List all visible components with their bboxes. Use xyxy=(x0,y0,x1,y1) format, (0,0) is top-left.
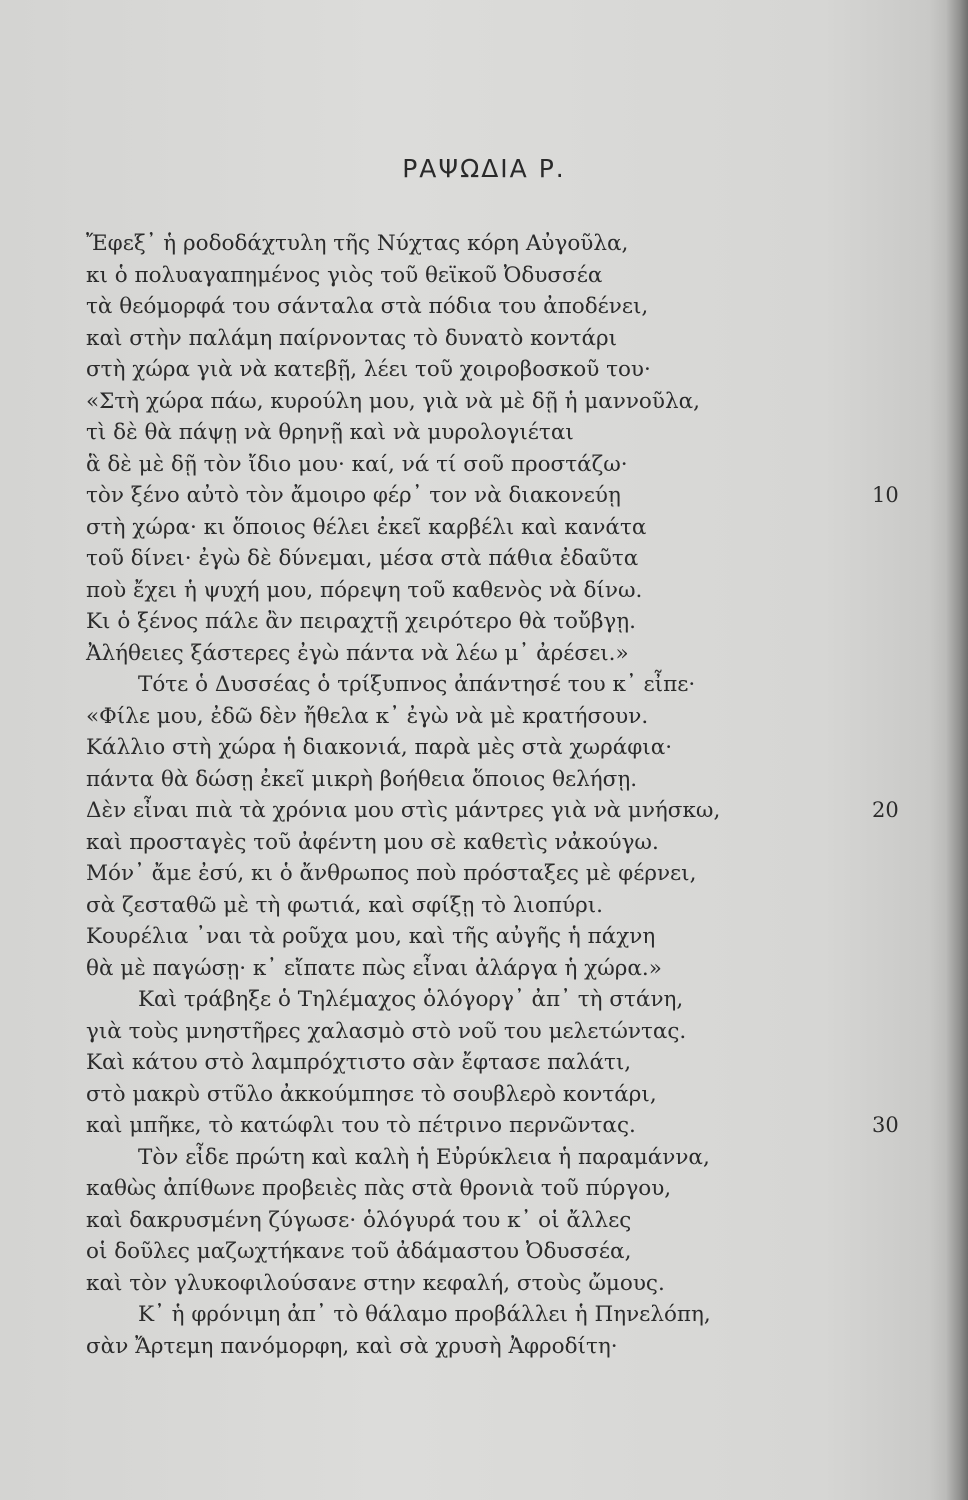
verse-line xyxy=(86,984,846,1016)
verse-line xyxy=(86,1110,899,1142)
verse-text: Κ᾽ ἡ φρόνιμη ἀπ᾽ τὸ θάλαμο προβάλλει ἡ Πηνελόπη, xyxy=(138,1302,711,1327)
line-number: 30 xyxy=(872,1113,899,1137)
verse-text: καὶ δακρυσμένη ζύγωσε· ὁλόγυρά του κ᾽ οἱ ἄλλες xyxy=(86,1207,632,1233)
verse-text: Δὲν εἶναι πιὰ τὰ χρόνια μου στὶς μάντρες γιὰ νὰ μνήσκω, xyxy=(86,798,721,823)
page-edge-shadow xyxy=(946,0,968,1500)
verse-text: «Στὴ χώρα πάω, κυρούλη μου, γιὰ νὰ μὲ δῇ ἡ μαννοῦλα, xyxy=(86,388,700,414)
verse-line xyxy=(86,354,846,386)
verse-line xyxy=(86,921,846,953)
verse-text: τοῦ δίνει· ἐγὼ δὲ δύνεμαι, μέσα στὰ πάθια ἐδαῦτα xyxy=(86,546,639,571)
verse-text: τὸν ξένο αὐτὸ τὸν ἄμοιρο φέρ᾽ τον νὰ διακονεύῃ xyxy=(86,483,621,508)
verse-text: σὰ ζεσταθῶ μὲ τὴ φωτιά, καὶ σφίξῃ τὸ λιοπύρι. xyxy=(86,892,603,918)
verse-line xyxy=(86,1236,846,1268)
verse-line xyxy=(86,764,846,796)
verse-text: καὶ προσταγὲς τοῦ ἀφέντη μου σὲ καθετὶς νἀκούγω. xyxy=(86,829,659,855)
verse-line xyxy=(86,260,846,292)
verse-text: τὰ θεόμορφά του σάνταλα στὰ πόδια του ἀποδένει, xyxy=(86,294,649,319)
poem-text xyxy=(86,228,899,1362)
verse-line xyxy=(86,890,846,922)
verse-line xyxy=(86,1079,846,1111)
verse-text: στὴ χώρα γιὰ νὰ κατεβῇ, λέει τοῦ χοιροβοσκοῦ του· xyxy=(86,357,651,382)
verse-line xyxy=(86,1331,846,1363)
verse-text: θὰ μὲ παγώσῃ· κ᾽ εἴπατε πὼς εἶναι ἀλάργα ἡ χώρα.» xyxy=(86,955,662,981)
verse-line xyxy=(86,827,846,859)
verse-line xyxy=(86,1142,846,1174)
verse-line xyxy=(86,858,846,890)
verse-line xyxy=(86,323,846,355)
verse-text: στὴ χώρα· κι ὅποιος θέλει ἐκεῖ καρβέλι καὶ κανάτα xyxy=(86,514,647,540)
verse-line xyxy=(86,291,846,323)
verse-line xyxy=(86,1268,846,1300)
verse-line xyxy=(86,417,846,449)
verse-line xyxy=(86,449,846,481)
verse-text: πάντα θὰ δώσῃ ἐκεῖ μικρὴ βοήθεια ὅποιος θελήσῃ. xyxy=(86,766,638,792)
verse-line xyxy=(86,669,846,701)
verse-line xyxy=(86,543,846,575)
verse-text: καὶ τὸν γλυκοφιλούσανε στην κεφαλή, στοὺς ὤμους. xyxy=(86,1270,665,1296)
line-number: 10 xyxy=(872,483,899,507)
verse-text: Κάλλιο στὴ χώρα ἡ διακονιά, παρὰ μὲς στὰ χωράφια· xyxy=(86,735,673,760)
verse-text: Τὸν εἶδε πρώτη καὶ καλὴ ἡ Εὐρύκλεια ἡ παραμάννα, xyxy=(138,1144,710,1170)
verse-line xyxy=(86,1299,846,1331)
verse-line xyxy=(86,1205,846,1237)
verse-text: ποὺ ἔχει ἡ ψυχή μου, πόρεψη τοῦ καθενὸς νὰ δίνω. xyxy=(86,577,643,603)
verse-text: Καὶ κάτου στὸ λαμπρόχτιστο σὰν ἔφτασε παλάτι, xyxy=(86,1050,632,1075)
verse-text: «Φίλε μου, ἐδῶ δὲν ἤθελα κ᾽ ἐγὼ νὰ μὲ κρατήσουν. xyxy=(86,703,649,729)
verse-text: κι ὁ πολυαγαπημένος γιὸς τοῦ θεϊκοῦ Ὀδυσσέα xyxy=(86,262,603,288)
verse-line xyxy=(86,638,846,670)
verse-text: Κουρέλια ᾽ναι τὰ ροῦχα μου, καὶ τῆς αὐγῆς ἡ πάχνη xyxy=(86,924,656,949)
verse-text: Κι ὁ ξένος πάλε ἂν πειραχτῇ χειρότερο θὰ τοὔβγῃ. xyxy=(86,609,636,634)
verse-text: τὶ δὲ θὰ πάψῃ νὰ θρηνῇ καὶ νὰ μυρολογιέται xyxy=(86,420,574,445)
verse-line xyxy=(86,386,846,418)
verse-text: οἱ δοῦλες μαζωχτήκανε τοῦ ἀδάμαστου Ὀδυσσέα, xyxy=(86,1239,632,1264)
verse-line xyxy=(86,480,899,512)
verse-line xyxy=(86,1173,846,1205)
verse-text: γιὰ τοὺς μνηστῆρες χαλασμὸ στὸ νοῦ του μελετώντας. xyxy=(86,1018,687,1044)
verse-line xyxy=(86,606,846,638)
verse-line xyxy=(86,575,846,607)
verse-line xyxy=(86,732,846,764)
verse-line xyxy=(86,953,846,985)
verse-text: Ἔφεξ᾽ ἡ ροδοδάχτυλη τῆς Νύχτας κόρη Αὐγοῦλα, xyxy=(86,231,629,256)
verse-text: Ἀλήθειες ξάστερες ἐγὼ πάντα νὰ λέω μ᾽ ἀρέσει.» xyxy=(86,640,629,666)
verse-text: καὶ στὴν παλάμη παίρνοντας τὸ δυνατὸ κοντάρι xyxy=(86,325,618,351)
verse-line xyxy=(86,795,899,827)
verse-text: Τότε ὁ Δυσσέας ὁ τρίξυπνος ἀπάντησέ του κ᾽ εἶπε· xyxy=(138,672,696,697)
verse-line xyxy=(86,1047,846,1079)
verse-text: στὸ μακρὺ στῦλο ἀκκούμπησε τὸ σουβλερὸ κοντάρι, xyxy=(86,1081,657,1107)
verse-text: καὶ μπῆκε, τὸ κατώφλι του τὸ πέτρινο περνῶντας. xyxy=(86,1113,636,1138)
verse-line xyxy=(86,512,846,544)
verse-text: ἃ δὲ μὲ δῇ τὸν ἴδιο μου· καί, νά τί σοῦ προστάζω· xyxy=(86,451,628,477)
verse-line xyxy=(86,701,846,733)
verse-line xyxy=(86,1016,846,1048)
verse-text: καθὼς ἀπίθωνε προβειὲς πὰς στὰ θρονιὰ τοῦ πύργου, xyxy=(86,1176,672,1201)
verse-text: Μόν᾽ ἄμε ἐσύ, κι ὁ ἄνθρωπος ποὺ πρόσταξες μὲ φέρνει, xyxy=(86,861,697,886)
verse-text: Καὶ τράβηξε ὁ Τηλέμαχος ὁλόγοργ᾽ ἀπ᾽ τὴ στάνη, xyxy=(138,987,684,1012)
page-heading: ΡΑΨΩΔΙΑ Ρ. xyxy=(402,154,566,183)
verse-text: σὰν Ἄρτεμη πανόμορφη, καὶ σὰ χρυσὴ Ἀφροδίτη· xyxy=(86,1333,618,1359)
verse-line xyxy=(86,228,846,260)
line-number: 20 xyxy=(872,798,899,822)
